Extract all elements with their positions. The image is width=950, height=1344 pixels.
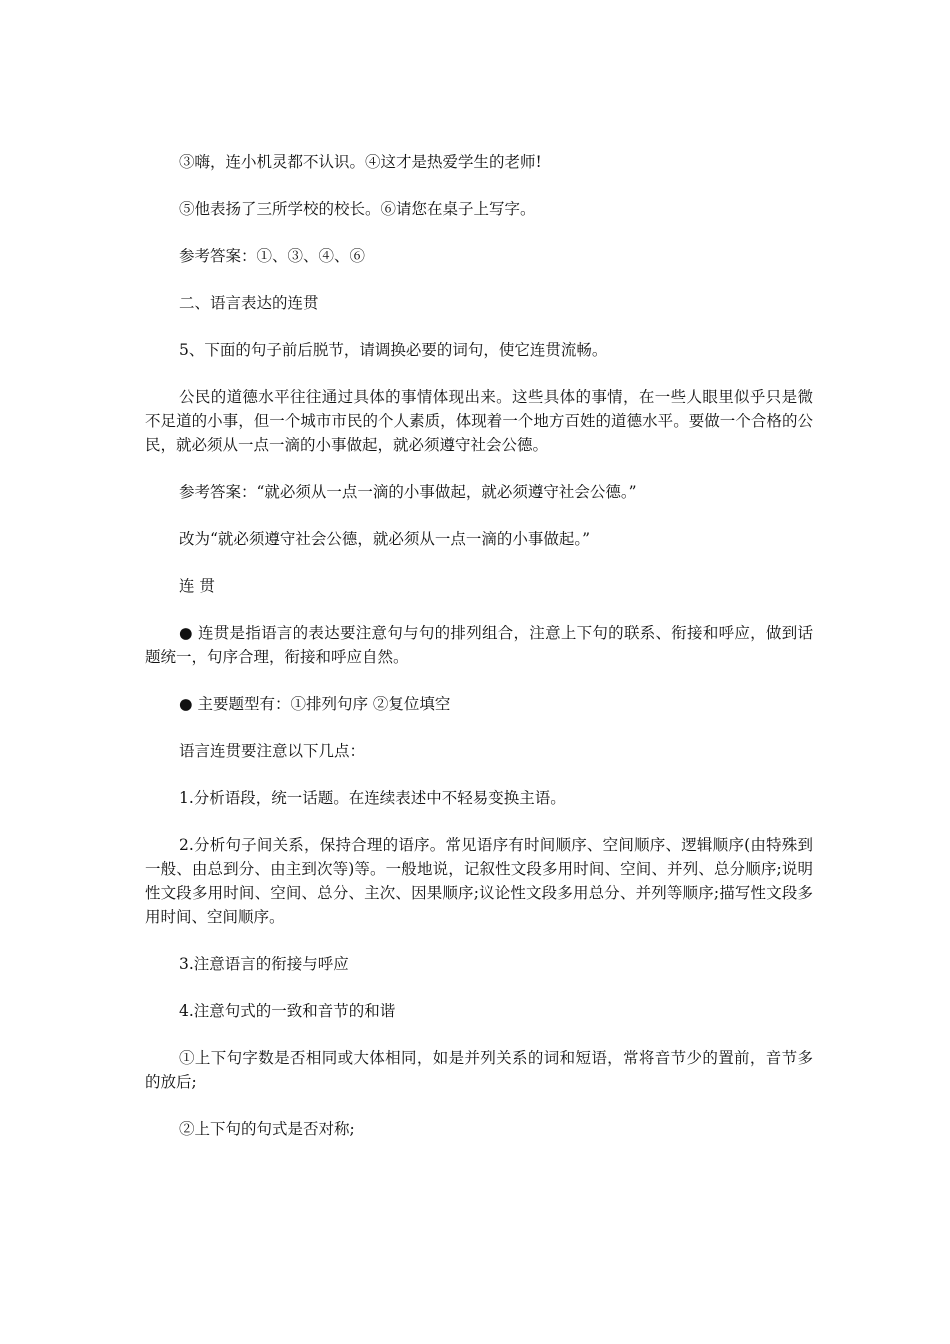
point-2: 2.分析句子间关系，保持合理的语序。常见语序有时间顺序、空间顺序、逻辑顺序(由特殊到一般、由总到分、由主到次等)等。一般地说，记叙性文段多用时间、空间、并列、总分顺序;说明性文段多用时间、空间、总分、主次、因果顺序;议论性文段多用总分、并列等顺序;描写性文段多用时间、空间顺序。 bbox=[145, 836, 813, 926]
bullet-question-types: ● 主要题型有：①排列句序 ②复位填空 bbox=[179, 695, 451, 713]
paragraph-answer-2-rewrite: 改为“就必须遵守社会公德，就必须从一点一滴的小事做起。” bbox=[179, 530, 591, 548]
point-4-sub-1: ①上下句字数是否相同或大体相同，如是并列关系的词和短语，常将音节少的置前，音节多的放后; bbox=[145, 1049, 813, 1091]
section-heading-coherence: 二、语言表达的连贯 bbox=[179, 294, 319, 312]
point-3: 3.注意语言的衔接与呼应 bbox=[179, 955, 349, 973]
paragraph-answer-2: 参考答案：“就必须从一点一滴的小事做起，就必须遵守社会公德。” bbox=[179, 483, 637, 501]
subheading-coherence: 连 贯 bbox=[179, 577, 215, 595]
point-4: 4.注意句式的一致和音节的和谐 bbox=[179, 1002, 396, 1020]
paragraph-example-3-4: ③嗨，连小机灵都不认识。④这才是热爱学生的老师! bbox=[179, 153, 542, 171]
bullet-definition: ● 连贯是指语言的表达要注意句与句的排列组合，注意上下句的联系、衔接和呼应，做到话题统一，句序合理，衔接和呼应自然。 bbox=[145, 624, 813, 666]
paragraph-answer-1: 参考答案：①、③、④、⑥ bbox=[179, 247, 366, 265]
paragraph-points-intro: 语言连贯要注意以下几点： bbox=[179, 742, 366, 760]
question-5: 5、下面的句子前后脱节，请调换必要的词句，使它连贯流畅。 bbox=[179, 341, 608, 359]
paragraph-example-5-6: ⑤他表扬了三所学校的校长。⑥请您在桌子上写字。 bbox=[179, 200, 536, 218]
point-1: 1.分析语段，统一话题。在连续表述中不轻易变换主语。 bbox=[179, 789, 566, 807]
point-4-sub-2: ②上下句的句式是否对称; bbox=[179, 1120, 355, 1138]
question-5-passage: 公民的道德水平往往通过具体的事情体现出来。这些具体的事情，在一些人眼里似乎只是微不足道的小事，但一个城市市民的个人素质，体现着一个地方百姓的道德水平。要做一个合格的公民，就必须从一点一滴的小事做起，就必须遵守社会公德。 bbox=[145, 388, 813, 454]
document-body bbox=[145, 150, 813, 1164]
